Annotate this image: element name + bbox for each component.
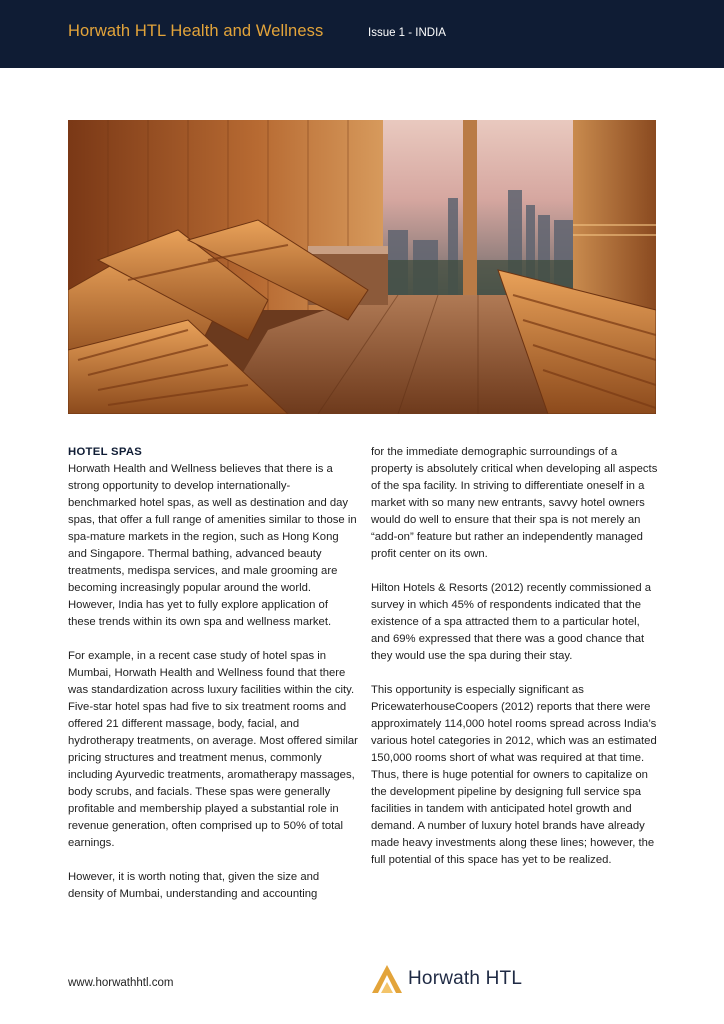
- footer-url-link[interactable]: www.horwathhtl.com: [68, 977, 174, 989]
- paragraph: Hilton Hotels & Resorts (2012) recently commissioned a survey in which 45% of respondents indicated that the existence of a spa attracted them to a particular hotel, and 69% expressed that there was a good chance that they would use the spa during their stay.: [371, 582, 652, 662]
- section-heading: HOTEL SPAS: [68, 446, 143, 458]
- article-column-right: [371, 444, 661, 886]
- paragraph: Horwath Health and Wellness believes that there is a strong opportunity to develop internationally-benchmarked hotel spas, as well as destination and day spas, that offer a full range of amenities similar to those in spa-mature markets in the region, such as Hong Kong and Singapore. Thermal bathing, advanced beauty treatments, medispa services, and male grooming are becoming increasingly popular around the world. However, India has yet to fully explore application of these trends within its own spa and wellness market.: [68, 463, 357, 628]
- page-header: [0, 0, 724, 68]
- issue-label: Issue 1 - INDIA: [368, 27, 446, 39]
- paragraph: However, it is worth noting that, given the size and density of Mumbai, understanding and accounting: [68, 871, 320, 900]
- paragraph: This opportunity is especially significant as PricewaterhouseCoopers (2012) reports that there were approximately 114,000 hotel rooms spread across India’s various hotel categories in 2012, which was an estimated 150,000 rooms short of what was required at that time. Thus, there is huge potential for owners to capitalize on the development pipeline by designing full service spa facilities in tandem with anticipated hotel growth and demand. A number of luxury hotel brands have already made heavy investments along these lines; however, the full potential of this space has yet to be realized.: [371, 684, 657, 866]
- article-column-left: [68, 444, 358, 920]
- publication-title: Horwath HTL Health and Wellness: [68, 22, 324, 40]
- paragraph: For example, in a recent case study of hotel spas in Mumbai, Horwath Health and Wellness found that there was standardization across luxury facilities within the city. Five-star hotel spas had five to six treatment rooms and offered 21 different massage, body, facial, and hydrotherapy treatments, on average. Most offered similar pricing structures and treatment menus, commonly including Ayurvedic treatments, aromatherapy massages, body scrubs, and facials. These spas were generally profitable and membership played a substantial role in revenue generation, often comprised up to 50% of total earnings.: [68, 650, 358, 849]
- horwath-logo: [372, 962, 522, 996]
- logo-text: Horwath HTL: [408, 968, 523, 989]
- spa-sauna-photo: [68, 120, 656, 414]
- horwath-chevron-icon: [372, 965, 402, 993]
- paragraph: for the immediate demographic surroundings of a property is absolutely critical when developing all aspects of the spa facility. In striving to differentiate oneself in a market with so many new entrants, savvy hotel owners would do well to ensure that their spa is not merely an “add-on” feature but rather an independently managed profit center on its own.: [371, 446, 658, 560]
